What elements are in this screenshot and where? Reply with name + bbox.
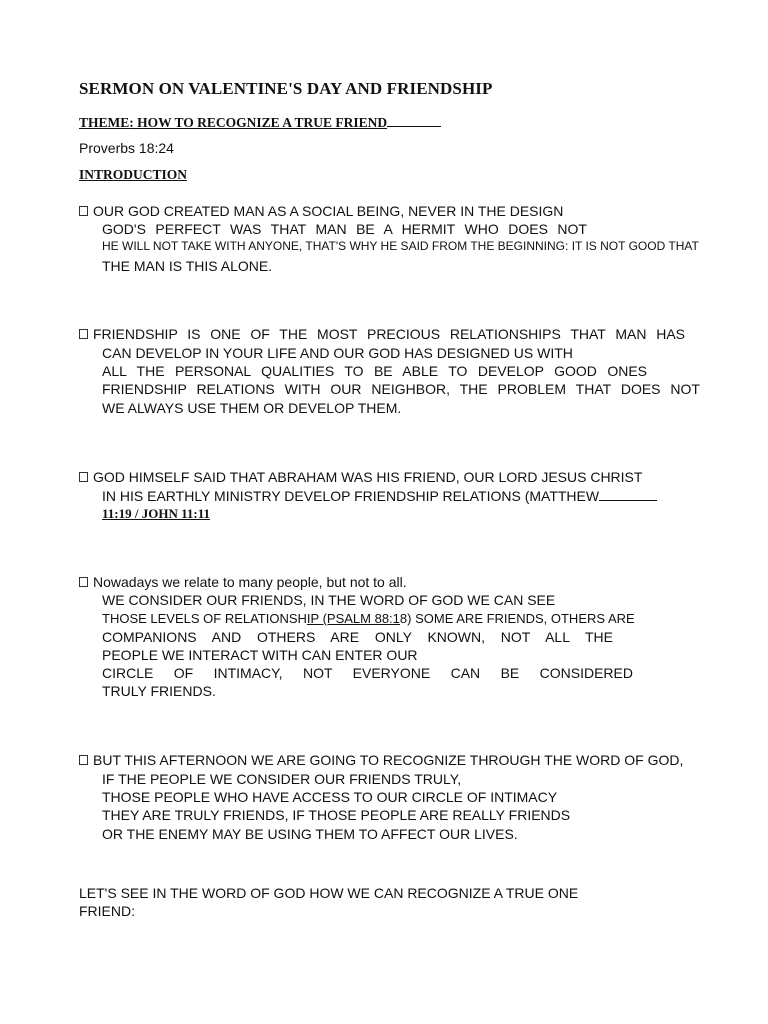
paragraph-2-line-1: FRIENDSHIP IS ONE OF THE MOST PRECIOUS RELATIONSHIPS THAT MAN HAS <box>79 326 685 342</box>
paragraph-1-line-1: OUR GOD CREATED MAN AS A SOCIAL BEING, NEVER IN THE DESIGN <box>79 203 563 219</box>
paragraph-4-line-1: Nowadays we relate to many people, but not to all. <box>79 574 407 590</box>
paragraph-4-line-6: CIRCLE OF INTIMACY, NOT EVERYONE CAN BE CONSIDERED <box>102 665 633 681</box>
paragraph-5-line-2: IF THE PEOPLE WE CONSIDER OUR FRIENDS TRULY, <box>102 771 462 787</box>
paragraph-4-line-2: WE CONSIDER OUR FRIENDS, IN THE WORD OF GOD WE CAN SEE <box>102 592 556 608</box>
paragraph-2-line-2: CAN DEVELOP IN YOUR LIFE AND OUR GOD HAS DESIGNED US WITH <box>102 345 573 361</box>
checkbox-bullet-icon <box>79 755 88 765</box>
paragraph-1-line-4: THE MAN IS THIS ALONE. <box>102 258 273 274</box>
theme-text: : HOW TO RECOGNIZE A TRUE FRIEND <box>129 115 388 130</box>
paragraph-1-line-3: HE WILL NOT TAKE WITH ANYONE, THAT'S WHY HE SAID FROM THE BEGINNING: IT IS NOT GOOD THAT <box>102 239 699 253</box>
closing-line-1: LET'S SEE IN THE WORD OF GOD HOW WE CAN RECOGNIZE A TRUE ONE <box>79 885 579 901</box>
checkbox-bullet-icon <box>79 329 88 339</box>
paragraph-5-line-5: OR THE ENEMY MAY BE USING THEM TO AFFECT OUR LIVES. <box>102 826 518 842</box>
paragraph-3-scripture-reference: 11:19 / JOHN 11:11 <box>102 506 210 521</box>
paragraph-3-line-1: GOD HIMSELF SAID THAT ABRAHAM WAS HIS FRIEND, OUR LORD JESUS CHRIST <box>79 469 642 485</box>
document-title: SERMON ON VALENTINE'S DAY AND FRIENDSHIP <box>79 79 493 98</box>
paragraph-4-line-7: TRULY FRIENDS. <box>102 683 216 699</box>
paragraph-5-line-1: BUT THIS AFTERNOON WE ARE GOING TO RECOGNIZE THROUGH THE WORD OF GOD, <box>79 752 683 768</box>
checkbox-bullet-icon <box>79 472 88 482</box>
blank-line <box>599 489 657 501</box>
introduction-heading: INTRODUCTION <box>79 167 188 182</box>
paragraph-4-line-4: COMPANIONS AND OTHERS ARE ONLY KNOWN, NOT ALL THE <box>102 629 613 645</box>
paragraph-4-line-3: THOSE LEVELS OF RELATIONSHIP (PSALM 88:18) SOME ARE FRIENDS, OTHERS ARE <box>102 611 635 626</box>
paragraph-2-line-3: ALL THE PERSONAL QUALITIES TO BE ABLE TO DEVELOP GOOD ONES <box>102 363 647 379</box>
paragraph-5-line-3: THOSE PEOPLE WHO HAVE ACCESS TO OUR CIRCLE OF INTIMACY <box>102 789 558 805</box>
paragraph-4-line-5: PEOPLE WE INTERACT WITH CAN ENTER OUR <box>102 647 418 663</box>
paragraph-1-line-2: GOD'S PERFECT WAS THAT MAN BE A HERMIT WHO DOES NOT <box>102 221 587 237</box>
theme-label: THEME <box>79 115 130 130</box>
closing-line-2: FRIEND: <box>79 903 135 919</box>
checkbox-bullet-icon <box>79 206 88 216</box>
paragraph-2-line-5: WE ALWAYS USE THEM OR DEVELOP THEM. <box>102 400 402 416</box>
theme-blank-line <box>387 115 441 127</box>
theme-line <box>79 115 441 131</box>
paragraph-3-line-2: IN HIS EARTHLY MINISTRY DEVELOP FRIENDSHIP RELATIONS (MATTHEW <box>102 488 657 504</box>
checkbox-bullet-icon <box>79 577 88 587</box>
scripture-reference: Proverbs 18:24 <box>79 140 174 156</box>
paragraph-2-line-4: FRIENDSHIP RELATIONS WITH OUR NEIGHBOR, THE PROBLEM THAT DOES NOT <box>102 381 700 397</box>
paragraph-5-line-4: THEY ARE TRULY FRIENDS, IF THOSE PEOPLE ARE REALLY FRIENDS <box>102 807 571 823</box>
